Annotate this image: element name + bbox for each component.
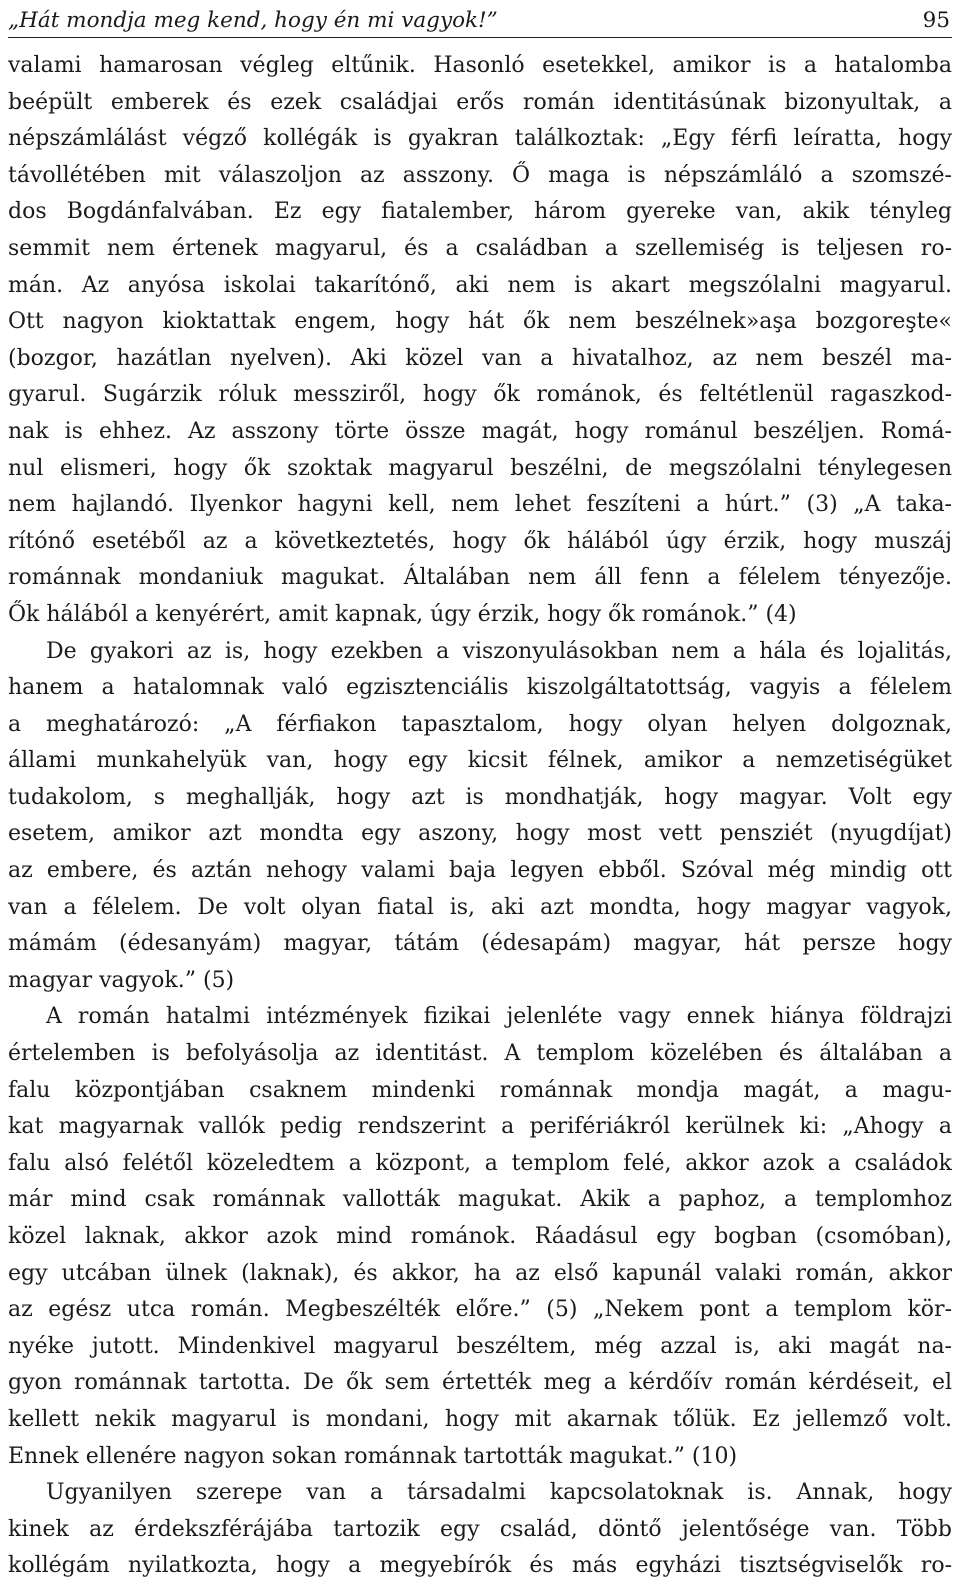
text-line: nul elismeri, hogy ők szoktak magyarul beszélni, de megszólalni ténylegesen <box>8 455 952 481</box>
paragraph <box>8 999 952 1475</box>
text-line: távollétében mit válaszoljon az asszony. Ő maga is népszámláló a szomszé- <box>8 162 952 188</box>
text-line: kollégám nyilatkozta, hogy a megyebírók és más egyházi tisztségviselők ro- <box>8 1553 952 1579</box>
text-line: semmit nem értenek magyarul, és a családban a szellemiség is teljesen ro- <box>8 235 952 261</box>
text-line: közel laknak, akkor azok mind románok. Ráadásul egy bogban (csomóban), <box>8 1224 952 1249</box>
text-line: rítónő esetéből az a következtetés, hogy ők hálából úgy érzik, hogy muszáj <box>8 528 952 554</box>
text-line: De gyakori az is, hogy ezekben a viszonyulásokban nem a hála és lojalitás, <box>46 638 952 664</box>
text-line: kat magyarnak vallók pedig rendszerint a perifériákról kerülnek ki: „Ahogy a <box>8 1114 952 1140</box>
text-line: kellett nekik magyarul is mondani, hogy mit akarnak tőlük. Ez jellemző volt. <box>8 1406 952 1432</box>
text-line: gyon románnak tartotta. De ők sem értették meg a kérdőív román kérdéseit, el <box>8 1370 952 1396</box>
text-line: nak is ehhez. Az asszony törte össze magát, hogy románul beszéljen. Romá- <box>8 418 952 444</box>
text-line: valami hamarosan végleg eltűnik. Hasonló esetekkel, amikor is a hatalomba <box>8 53 952 78</box>
text-line: mámám (édesanyám) magyar, tátám (édesapám) magyar, hát persze hogy <box>8 931 952 957</box>
text-line: nem hajlandó. Ilyenkor hagyni kell, nem lehet feszíteni a húrt.” (3) „A taka- <box>8 492 952 518</box>
text-line: egy utcában ülnek (laknak), és akkor, ha az első kapunál valaki román, akkor <box>8 1260 952 1286</box>
text-line: Ennek ellenére nagyon sokan románnak tartották magukat.” (10) <box>8 1443 738 1469</box>
text-line: gyarul. Sugárzik róluk messziről, hogy ők románok, és feltétlenül ragaszkod- <box>8 382 952 408</box>
text-line: románnak mondaniuk magukat. Általában nem áll fenn a félelem tényezője. <box>8 565 952 591</box>
body-text <box>8 48 952 1585</box>
text-line: értelemben is befolyásolja az identitást. A templom közelében és általában a <box>8 1041 952 1067</box>
text-line: magyar vagyok.” (5) <box>8 967 235 993</box>
text-line: Ugyanilyen szerepe van a társadalmi kapcsolatoknak is. Annak, hogy <box>46 1480 952 1506</box>
text-line: beépült emberek és ezek családjai erős román identitásúnak bizonyultak, a <box>8 89 952 115</box>
page-number: 95 <box>922 8 950 33</box>
running-header <box>8 0 952 38</box>
text-line: nyéke jutott. Mindenkivel magyarul beszéltem, még azzal is, aki magát na- <box>8 1333 952 1359</box>
text-line: falu alsó felétől közeledtem a központ, a templom felé, akkor azok a családok <box>8 1150 952 1176</box>
text-line: (bozgor, hazátlan nyelven). Aki közel van a hivatalhoz, az nem beszél ma- <box>8 345 952 371</box>
text-line: már mind csak románnak vallották magukat. Akik a paphoz, a templomhoz <box>8 1187 952 1213</box>
header-title: „Hát mondja meg kend, hogy én mi vagyok!” <box>8 8 498 33</box>
paragraph <box>8 48 952 634</box>
text-line: esetem, amikor azt mondta egy aszony, hogy most vett pensziét (nyugdíjat) <box>8 821 952 847</box>
text-line: állami munkahelyük van, hogy egy kicsit félnek, amikor a nemzetiségüket <box>8 748 952 774</box>
paragraph <box>8 1475 952 1585</box>
text-line: az egész utca román. Megbeszélték előre.” (5) „Nekem pont a templom kör- <box>8 1297 952 1323</box>
text-line: az embere, és aztán nehogy valami baja legyen ebből. Szóval még mindig ott <box>8 858 952 884</box>
paragraph <box>8 634 952 1000</box>
text-line: A román hatalmi intézmények fizikai jelenléte vagy ennek hiánya földrajzi <box>46 1004 952 1030</box>
text-line: mán. Az anyósa iskolai takarítónő, aki nem is akart megszólalni magyarul. <box>8 272 952 298</box>
text-line: hanem a hatalomnak való egzisztenciális kiszolgáltatottság, vagyis a félelem <box>8 675 952 701</box>
text-line: falu központjában csaknem mindenki románnak mondja magát, a magu- <box>8 1077 952 1103</box>
text-line: Ott nagyon kioktattak engem, hogy hát ők nem beszélnek»aşa bozgoreşte« <box>8 309 952 335</box>
text-line: népszámlálást végző kollégák is gyakran találkoztak: „Egy férfi leíratta, hogy <box>8 126 952 152</box>
text-line: dos Bogdánfalvában. Ez egy fiatalember, három gyereke van, akik tényleg <box>8 199 952 225</box>
text-line: kinek az érdekszférájába tartozik egy család, döntő jelentősége van. Több <box>8 1516 952 1542</box>
text-line: a meghatározó: „A férfiakon tapasztalom, hogy olyan helyen dolgoznak, <box>8 711 952 737</box>
document-page <box>8 0 952 1585</box>
text-line: Ők hálából a kenyérért, amit kapnak, úgy érzik, hogy ők románok.” (4) <box>8 601 797 627</box>
text-line: van a félelem. De volt olyan fiatal is, aki azt mondta, hogy magyar vagyok, <box>8 894 952 920</box>
text-line: tudakolom, s meghallják, hogy azt is mondhatják, hogy magyar. Volt egy <box>8 784 952 810</box>
